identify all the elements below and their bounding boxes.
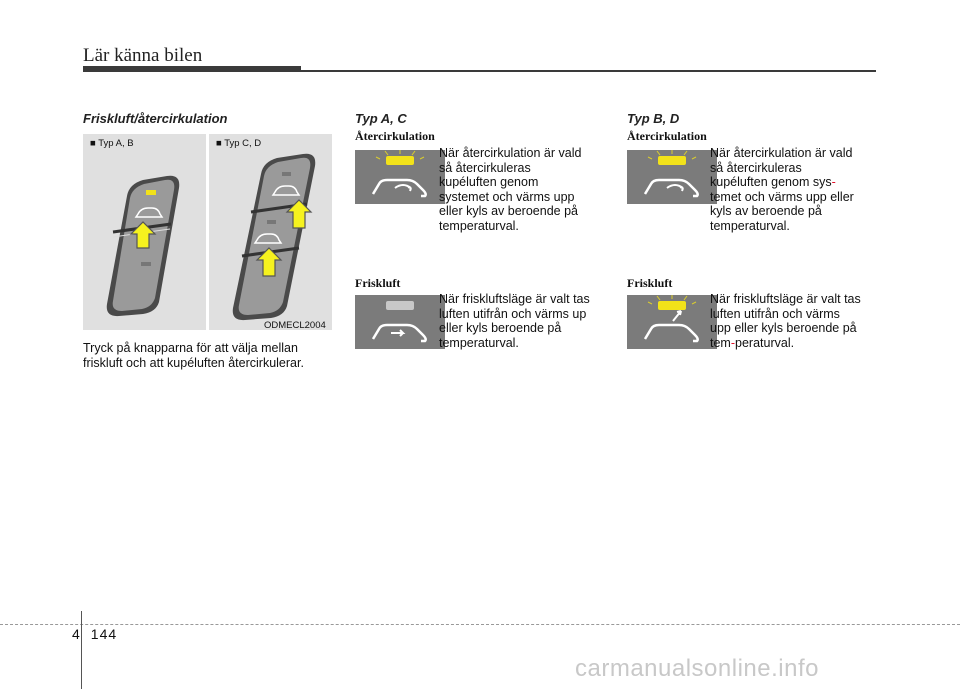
footer-dashed-rule — [0, 624, 960, 625]
indicator-recirc-ac — [355, 150, 445, 204]
header-title: Lär känna bilen — [83, 45, 203, 66]
indicator-led-on — [658, 156, 686, 165]
text-recirc-ac: När återcirkulation är vald så återcirkuleras kupéluften genom systemet och värms upp eller kyls av beroende på temperaturval. — [439, 146, 582, 233]
subtitle-recirc-bd: Återcirkulation — [627, 129, 707, 143]
subtitle-fresh-bd: Friskluft — [627, 276, 673, 290]
indicator-recirc-bd — [627, 150, 717, 204]
recirculation-car-icon — [373, 180, 426, 196]
indicator-led-off — [386, 301, 414, 310]
footer-watermark: carmanualsonline.info — [575, 655, 819, 682]
chapter-number: 4 — [72, 626, 81, 642]
text-recirc-bd: När återcirkulation är vald så återcirkuleras kupéluften genom sys- temet och värms upp eller kyls av beroende på temperaturval. — [710, 146, 854, 233]
section-title-type-ac: Typ A, C — [355, 111, 407, 126]
page-number-value: 144 — [90, 626, 118, 642]
page-number — [72, 626, 127, 642]
footer-vertical-rule — [81, 611, 82, 689]
subtitle-fresh-ac: Friskluft — [355, 276, 401, 290]
indicator-led-on — [386, 156, 414, 165]
recirculation-car-icon — [645, 180, 698, 196]
indicator-led — [146, 190, 156, 195]
section-title-type-bd: Typ B, D — [627, 111, 680, 126]
indicator-led-on — [658, 301, 686, 310]
switch-ab-illustration — [83, 134, 206, 330]
text-fresh-ac: När friskluftsläge är valt tas luften utifrån och värms up eller kyls beroende på temperaturval. — [439, 292, 590, 350]
panel-label-type-ab: ■ Typ A, B — [90, 138, 134, 149]
image-code: ODMECL2004 — [264, 320, 326, 331]
header-bar — [83, 66, 301, 72]
panel-label-type-cd: ■ Typ C, D — [216, 138, 262, 149]
subtitle-recirc-ac: Återcirkulation — [355, 129, 435, 143]
fresh-air-car-icon — [645, 325, 698, 341]
left-caption: Tryck på knapparna för att välja mellan friskluft och att kupéluften återcirkulerar. — [83, 341, 304, 370]
indicator-fresh-ac — [355, 295, 445, 349]
text-fresh-bd: När friskluftsläge är valt tas luften utifrån och värms upp eller kyls beroende på tem-peraturval. — [710, 292, 861, 350]
header-rule — [301, 70, 876, 72]
panel-type-ab — [83, 134, 206, 330]
panel-type-cd — [209, 134, 332, 330]
indicator-fresh-bd — [627, 295, 717, 349]
switch-cd-illustration — [209, 134, 332, 330]
section-title-fresh-recirc: Friskluft/återcirkulation — [83, 111, 228, 126]
